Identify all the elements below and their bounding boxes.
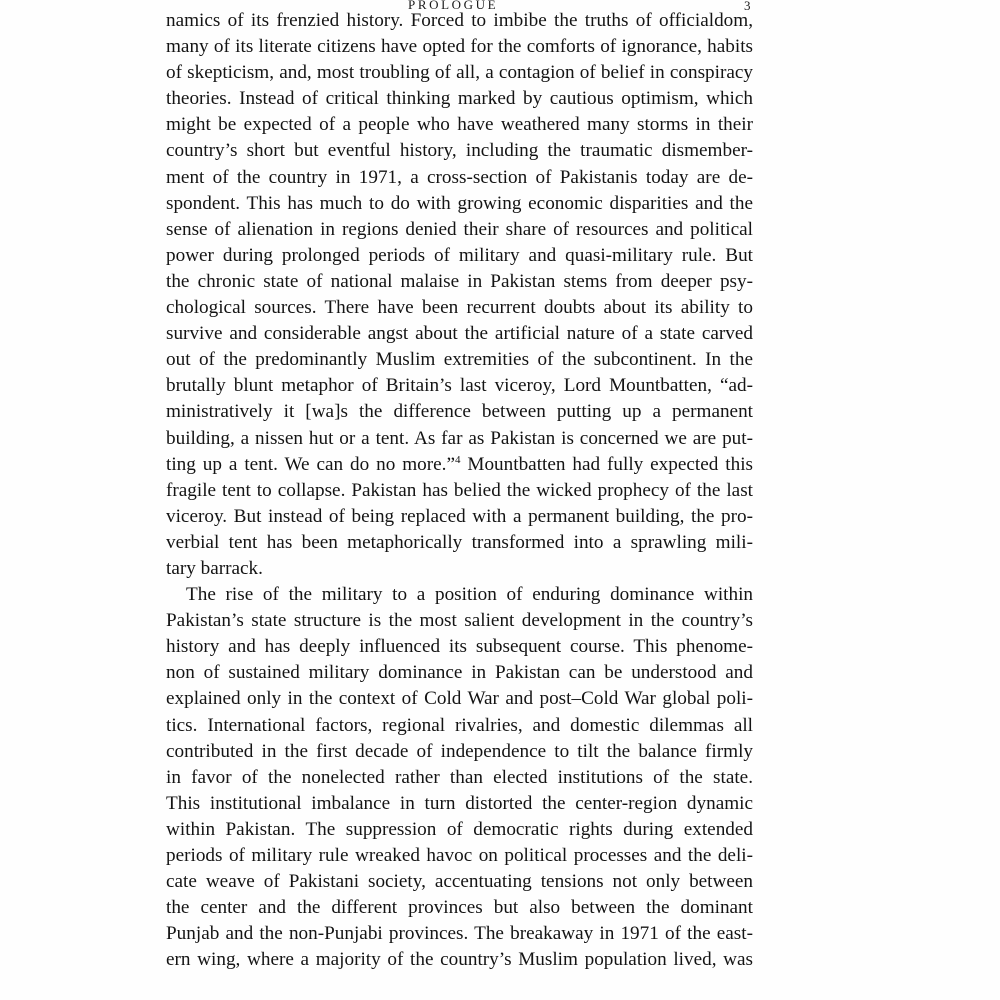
text-line: tics. International factors, regional rivalries, and domestic dilemmas all	[166, 714, 753, 736]
footnote-ref[interactable]: 4	[454, 453, 461, 466]
text-line: verbial tent has been metaphorically transformed into a sprawling mili-	[166, 531, 753, 553]
text-line: the center and the different provinces but also between the dominant	[166, 897, 753, 919]
text-line: Punjab and the non-Punjabi provinces. The breakaway in 1971 of the east-	[166, 923, 753, 945]
text-line: tary barrack.	[166, 557, 263, 579]
text-line: in favor of the nonelected rather than elected institutions of the state.	[166, 766, 753, 788]
text-line: non of sustained military dominance in Pakistan can be understood and	[166, 662, 753, 684]
text-line: out of the predominantly Muslim extremities of the subcontinent. In the	[166, 349, 753, 371]
text-line: ministratively it [wa]s the difference between putting up a permanent	[166, 401, 753, 423]
text-line: might be expected of a people who have weathered many storms in their	[166, 114, 753, 136]
text-line: sense of alienation in regions denied their share of resources and political	[166, 218, 753, 240]
text-line: fragile tent to collapse. Pakistan has belied the wicked prophecy of the last	[166, 479, 753, 501]
text-line: many of its literate citizens have opted for the comforts of ignorance, habits	[166, 36, 753, 58]
quote-tail: Mountbatten had fully expected this	[460, 453, 753, 475]
text-line: This institutional imbalance in turn distorted the center-region dynamic	[166, 792, 753, 814]
text-line: of skepticism, and, most troubling of all, a contagion of belief in conspiracy	[166, 62, 753, 84]
text-line: spondent. This has much to do with growing economic disparities and the	[166, 192, 753, 214]
text-line: power during prolonged periods of military and quasi-military rule. But	[166, 244, 753, 266]
text-line: viceroy. But instead of being replaced with a permanent building, the pro-	[166, 505, 753, 527]
text-line: cate weave of Pakistani society, accentuating tensions not only between	[166, 871, 753, 893]
text-line: contributed in the first decade of independence to tilt the balance firmly	[166, 740, 753, 762]
text-line: building, a nissen hut or a tent. As far as Pakistan is concerned we are put-	[166, 427, 753, 449]
paragraph-1	[166, 8, 753, 582]
text-line: periods of military rule wreaked havoc on political processes and the deli-	[166, 845, 753, 866]
text-line-with-footnote	[166, 452, 753, 478]
text-line: survive and considerable angst about the artificial nature of a state carved	[166, 323, 753, 345]
text-line: brutally blunt metaphor of Britain’s last viceroy, Lord Mountbatten, “ad-	[166, 375, 753, 397]
body-text	[166, 8, 753, 973]
text-line: chological sources. There have been recurrent doubts about its ability to	[166, 297, 753, 319]
text-line: within Pakistan. The suppression of democratic rights during extended	[166, 818, 753, 840]
text-line: history and has deeply influenced its subsequent course. This phenome-	[166, 636, 753, 658]
quote-end: ting up a tent. We can do no more.”	[166, 453, 455, 475]
text-line: The rise of the military to a position of enduring dominance within	[186, 584, 753, 606]
text-line: ment of the country in 1971, a cross-section of Pakistanis today are de-	[166, 166, 753, 188]
text-line: ern wing, where a majority of the country’s Muslim population lived, was	[166, 949, 753, 971]
running-title: PROLOGUE	[408, 0, 499, 12]
text-line: theories. Instead of critical thinking marked by cautious optimism, which	[166, 88, 753, 110]
text-line: Pakistan’s state structure is the most salient development in the country’s	[166, 610, 753, 632]
page-number: 3	[744, 0, 751, 13]
text-line: the chronic state of national malaise in Pakistan stems from deeper psy-	[166, 270, 753, 292]
text-line: namics of its frenzied history. Forced to imbibe the truths of officialdom,	[166, 10, 753, 31]
text-line: explained only in the context of Cold War and post–Cold War global poli-	[166, 688, 753, 710]
paragraph-2	[166, 582, 753, 973]
text-line: country’s short but eventful history, including the traumatic dismember-	[166, 140, 753, 162]
